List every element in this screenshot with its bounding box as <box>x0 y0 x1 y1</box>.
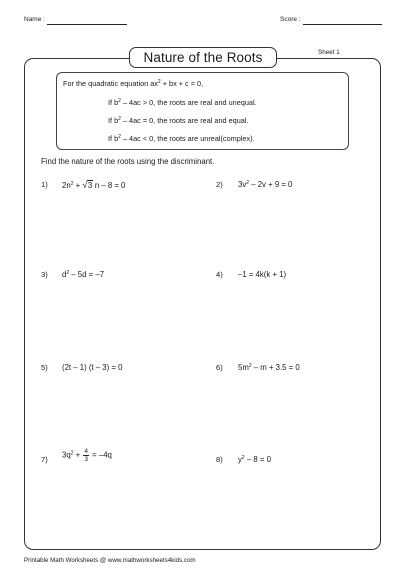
question-number: 4) <box>216 270 223 279</box>
question-expression: –1 = 4k(k + 1) <box>238 270 287 279</box>
page-title: Nature of the Roots <box>143 50 263 65</box>
name-label: Name : <box>24 16 45 23</box>
question-number: 1) <box>41 180 48 189</box>
question-expression: $d^2 - 5d = -7$ <box>62 270 105 279</box>
footer-link[interactable]: www.mathworksheets4kids.com <box>107 557 196 564</box>
score-line <box>303 24 382 25</box>
question-number: 8) <box>216 455 223 464</box>
question-number: 5) <box>41 363 48 372</box>
question-number: 2) <box>216 180 223 189</box>
question-expression: $2n^2 + √3$ n – 8 = 0 <box>62 180 126 190</box>
instruction: Find the nature of the roots using the discriminant. <box>41 157 215 166</box>
question-number: 6) <box>216 363 223 372</box>
footer <box>24 557 196 564</box>
question-expression: $3v^2 - 2v + 9 = 0$ <box>238 180 293 189</box>
question-number: 7) <box>41 455 48 464</box>
rule-line: If $b^2 - 4ac < 0$, the roots are unreal(complex). <box>108 134 255 143</box>
rule-line: If $b^2 - 4ac = 0$, the roots are real and equal. <box>108 116 249 125</box>
question-number: 3) <box>41 270 48 279</box>
title-box <box>129 47 277 68</box>
name-line <box>47 24 127 25</box>
question-expression: $y^2 - 8 = 0$ <box>238 455 271 464</box>
question-expression: (2t – 1) (t – 3) = 0 <box>62 363 123 372</box>
question-expression: $3q^2$ + $\frac{4}{3}$ = –4q <box>62 448 112 463</box>
question-expression: $5m^2 - m + 3.5 = 0$ <box>238 363 300 372</box>
score-label: Score : <box>280 16 301 23</box>
fraction: $\frac{4}{3}$ <box>84 448 88 463</box>
sheet-label: Sheet 1 <box>318 49 340 56</box>
rules-intro: For the quadratic equation $ax^2$ + bx + c = 0, <box>63 79 204 88</box>
footer-prefix: Printable Math Worksheets @ <box>24 557 108 564</box>
rule-line: If $b^2 - 4ac > 0$, the roots are real and unequal. <box>108 98 257 107</box>
